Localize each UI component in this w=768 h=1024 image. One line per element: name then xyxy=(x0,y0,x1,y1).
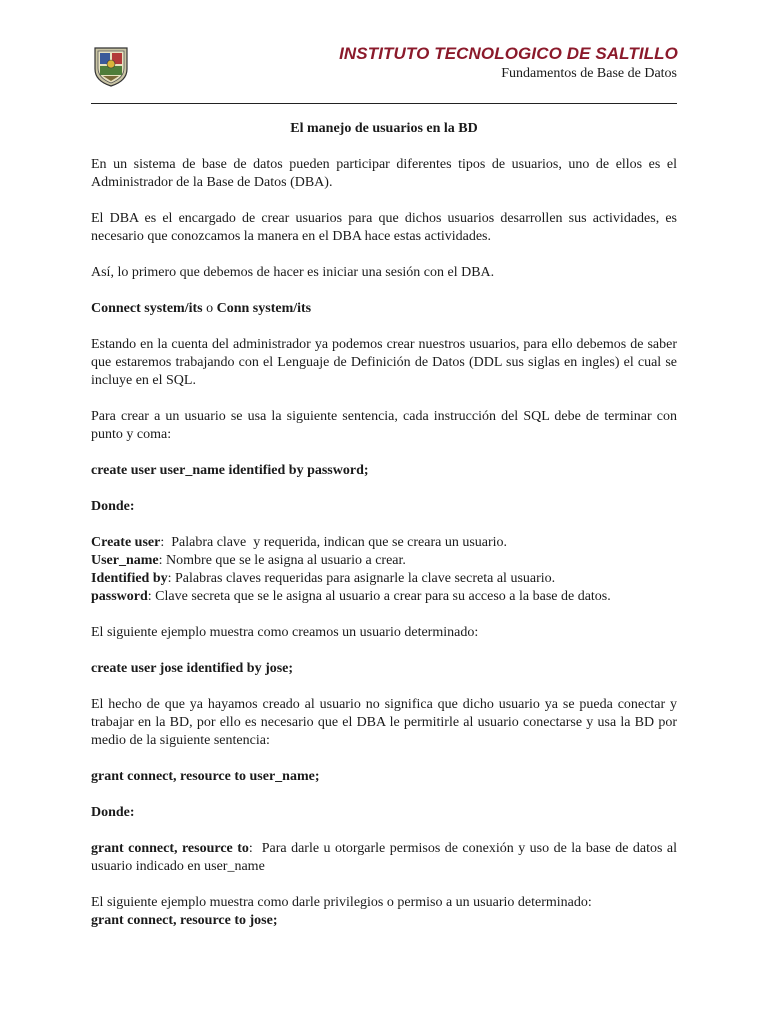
definition-desc: : Nombre que se le asigna al usuario a crear. xyxy=(158,553,406,568)
definition-desc: : Clave secreta que se le asigna al usuario a crear para su acceso a la base de datos. xyxy=(147,589,611,604)
paragraph: Estando en la cuenta del administrador ya podemos crear nuestros usuarios, para ello debemos de saber que estaremos trabajando con el Lenguaje de Definición de Datos (DDL sus siglas en ingles) el cual se incluye en el SQL. xyxy=(91,337,677,388)
grant-example: grant connect, resource to jose; xyxy=(91,913,278,928)
donde-label: Donde: xyxy=(91,499,135,514)
definition-desc: : Palabras claves requeridas para asignarle la clave secreta al usuario. xyxy=(167,571,556,586)
definition-item xyxy=(91,552,677,570)
create-example: create user jose identified by jose; xyxy=(91,661,294,676)
definition-item xyxy=(91,570,677,588)
connect-or: o xyxy=(202,301,217,316)
grant-term: grant connect, resource to xyxy=(91,841,249,856)
paragraph: En un sistema de base de datos pueden participar diferentes tipos de usuarios, uno de ellos es el Administrador de la Base de Datos (DBA). xyxy=(91,157,677,190)
definition-desc: : Palabra clave y requerida, indican que se creara un usuario. xyxy=(160,535,508,550)
definition-item xyxy=(91,588,677,606)
grant-syntax: grant connect, resource to user_name; xyxy=(91,769,320,784)
definition-term: password xyxy=(91,589,148,604)
donde-label: Donde: xyxy=(91,805,135,820)
course-name: Fundamentos de Base de Datos xyxy=(501,66,677,81)
definition-item xyxy=(91,534,677,552)
create-syntax: create user user_name identified by password; xyxy=(91,463,369,478)
connect-command-1: Connect system/its xyxy=(91,301,203,316)
connect-command-2: Conn system/its xyxy=(216,301,312,316)
definition-term: Identified by xyxy=(91,571,168,586)
paragraph: Así, lo primero que debemos de hacer es iniciar una sesión con el DBA. xyxy=(91,265,495,280)
institute-name: INSTITUTO TECNOLOGICO DE SALTILLO xyxy=(339,44,678,63)
definition-list xyxy=(91,534,677,606)
document-title: El manejo de usuarios en la BD xyxy=(290,121,478,136)
connect-command xyxy=(91,300,677,318)
paragraph: El hecho de que ya hayamos creado al usuario no significa que dicho usuario ya se pueda conectar y trabajar en la BD, por ello es necesario que el DBA le permitirle al usuario conectarse y usa la BD por medio de la siguiente sentencia: xyxy=(91,697,677,748)
document-body xyxy=(91,120,681,948)
definition-term: Create user xyxy=(91,535,161,550)
grant-definition xyxy=(91,840,681,876)
grant-desc: : Para darle u otorgarle permisos de conexión y uso de la base de datos al usuario indicado en user_name xyxy=(91,841,681,874)
paragraph: El siguiente ejemplo muestra como darle privilegios o permiso a un usuario determinado: xyxy=(91,895,592,910)
definition-term: User_name xyxy=(91,553,159,568)
paragraph: Para crear a un usuario se usa la siguiente sentencia, cada instrucción del SQL debe de terminar con punto y coma: xyxy=(91,409,677,442)
header-divider xyxy=(91,103,677,104)
paragraph: El DBA es el encargado de crear usuarios para que dichos usuarios desarrollen sus actividades, es necesario que conozcamos la manera en el DBA hace estas actividades. xyxy=(91,211,677,244)
seal-logo xyxy=(91,45,131,87)
paragraph: El siguiente ejemplo muestra como creamos un usuario determinado: xyxy=(91,625,479,640)
